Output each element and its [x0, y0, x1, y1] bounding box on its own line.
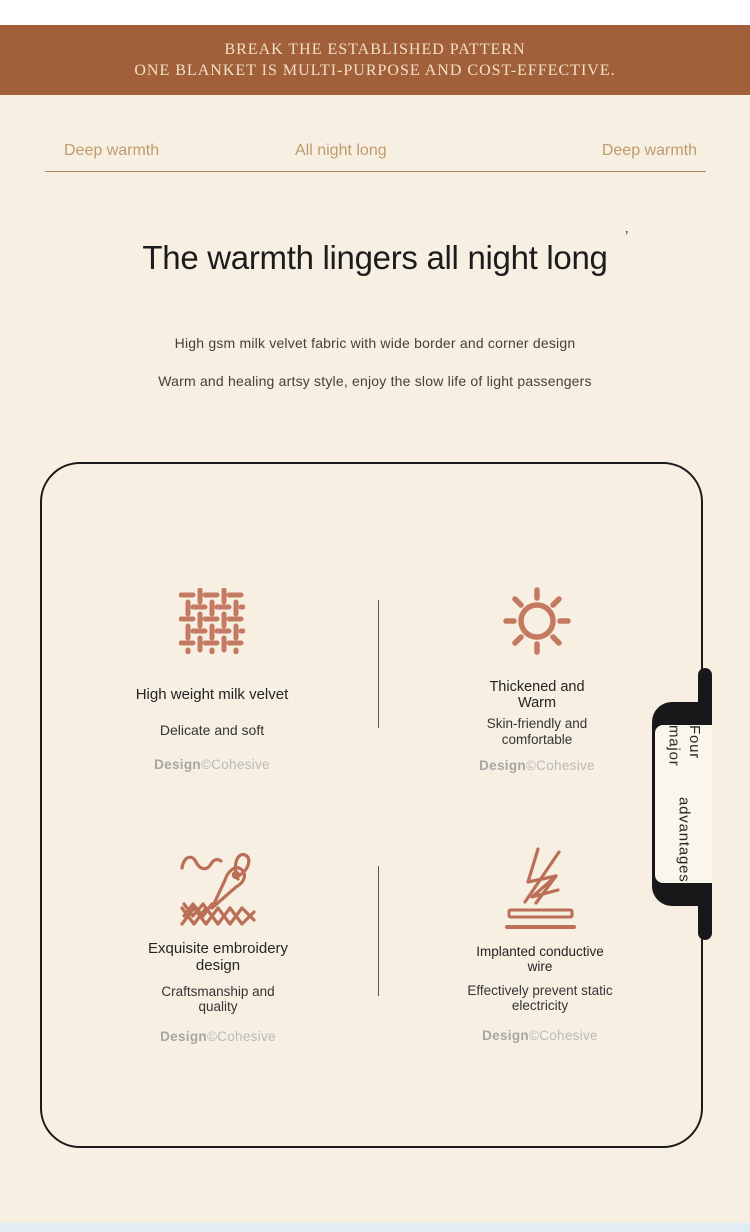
feature-title: Implanted conductive wire — [476, 944, 604, 975]
feature-subtitle: Craftsmanship and quality — [161, 983, 275, 1014]
embroidery-icon — [174, 846, 262, 930]
feature-strip — [0, 142, 750, 162]
weave-icon — [179, 588, 245, 654]
top-white-strip — [0, 0, 750, 25]
feature-title: High weight milk velvet — [135, 686, 289, 703]
column-divider-top — [378, 600, 379, 728]
page-title: The warmth lingers all night long — [142, 239, 608, 276]
feature-title: Exquisite embroidery design — [147, 940, 289, 974]
subtitle-fabric: High gsm milk velvet fabric with wide border and corner design — [174, 335, 576, 351]
design-credit: Design©Cohesive — [160, 1028, 276, 1044]
advantages-tab — [652, 668, 712, 940]
feature-title: Thickened and Warm — [489, 679, 585, 712]
sun-icon — [502, 586, 572, 656]
strip-label-all-night-long: All night long — [295, 142, 387, 159]
feature-subtitle: Effectively prevent static electricity — [467, 983, 613, 1014]
advantages-box — [40, 462, 703, 1148]
feature-subtitle: Delicate and soft — [159, 721, 265, 738]
design-credit: Design©Cohesive — [482, 1028, 598, 1044]
feature-milk-velvet — [62, 588, 362, 772]
design-credit: Design©Cohesive — [479, 757, 595, 773]
subtitle-style: Warm and healing artsy style, enjoy the slow life of light passengers — [158, 373, 592, 389]
strip-label-deep-warmth-left: Deep warmth — [64, 142, 160, 159]
feature-thickened-warm — [420, 586, 654, 773]
tab-label: Four major advantages — [665, 725, 703, 883]
feature-subtitle: Skin-friendly and comfortable — [486, 716, 588, 747]
column-divider-bottom — [378, 866, 379, 996]
horizontal-divider — [45, 171, 706, 172]
static-icon — [498, 845, 582, 937]
design-credit: Design©Cohesive — [154, 757, 270, 773]
feature-conductive-wire — [420, 845, 660, 1043]
banner-line-1: BREAK THE ESTABLISHED PATTERN — [224, 40, 526, 58]
strip-label-deep-warmth-right: Deep warmth — [601, 142, 697, 159]
tab-label-window — [655, 725, 712, 883]
decorative-tick-mark: ’ — [625, 228, 629, 245]
banner-line-2: ONE BLANKET IS MULTI-PURPOSE AND COST-EFFECTIVE. — [134, 61, 616, 79]
promo-banner — [0, 25, 750, 95]
bottom-strip — [0, 1223, 750, 1232]
feature-embroidery — [62, 846, 374, 1044]
